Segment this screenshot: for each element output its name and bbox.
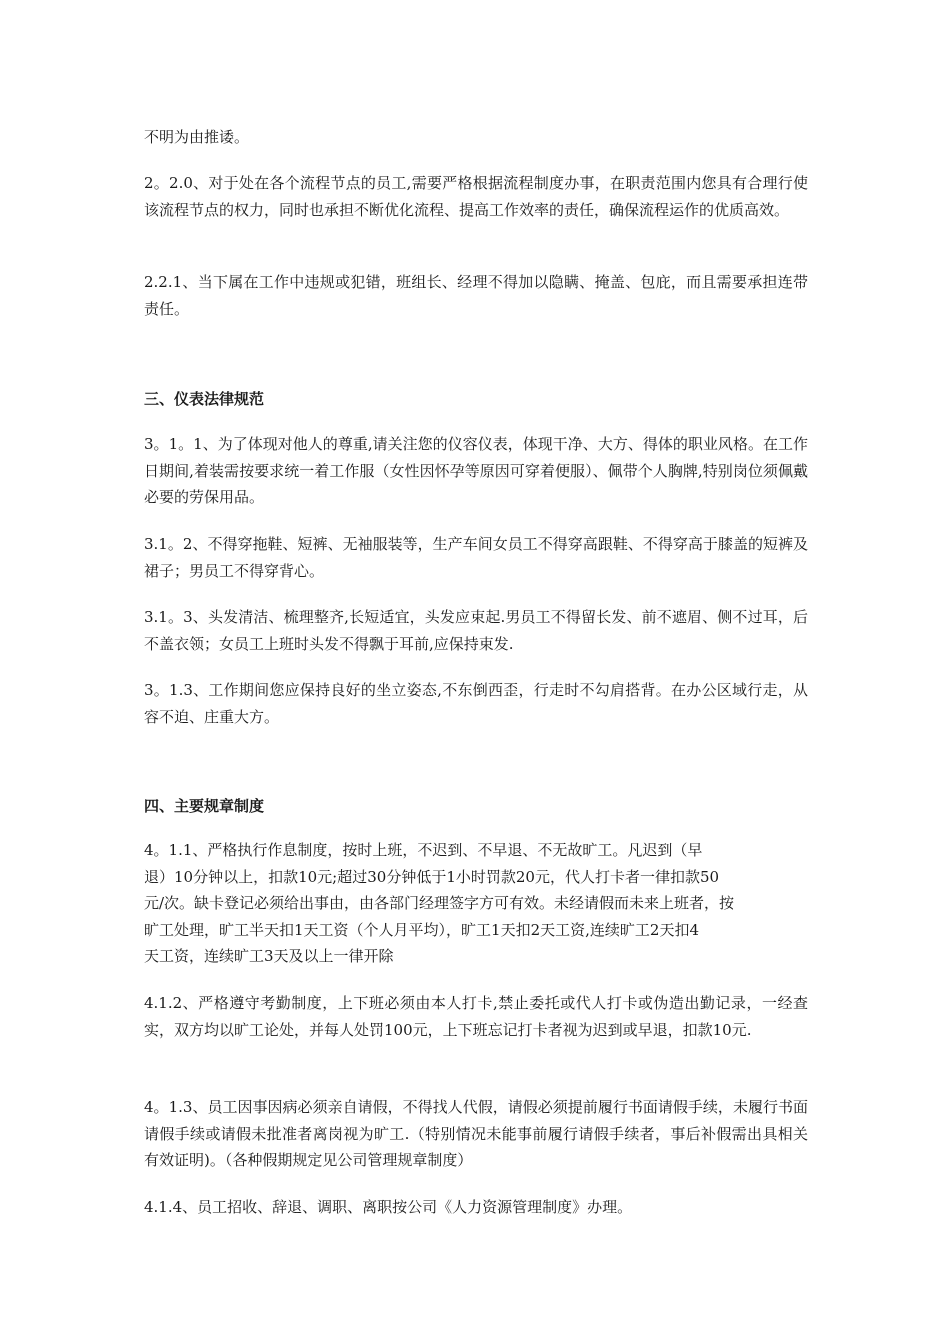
section-heading: 四、主要规章制度: [144, 797, 265, 815]
text-line: 退）10分钟以上，扣款10元;超过30分钟低于1小时罚款20元，代人打卡者一律扣款50: [144, 867, 720, 886]
paragraph: 3.1。3、头发清洁、梳理整齐,长短适宜，头发应束起.男员工不得留长发、前不遮眉、侧不过耳，后不盖衣领；女员工上班时头发不得飘于耳前,应保持束发.: [144, 608, 808, 653]
paragraph: 3。1。1、为了体现对他人的尊重,请关注您的仪容仪表，体现干净、大方、得体的职业风格。在工作日期间,着装需按要求统一着工作服（女性因怀孕等原因可穿着便服）、佩带个人胸牌,特别岗位须佩戴必要的劳保用品。: [144, 435, 808, 506]
paragraph: 4.1.2、严格遵守考勤制度，上下班必须由本人打卡,禁止委托或代人打卡或伪造出勤记录，一经查实，双方均以旷工论处，并每人处罚100元，上下班忘记打卡者视为迟到或早退，扣款10元.: [144, 994, 808, 1039]
text-line: 元/次。缺卡登记必须给出事由，由各部门经理签字方可有效。未经请假而未来上班者，按: [144, 894, 735, 912]
paragraph: 2。2.0、对于处在各个流程节点的员工,需要严格根据流程制度办事，在职责范围内您具有合理行使该流程节点的权力，同时也承担不断优化流程、提高工作效率的责任，确保流程运作的优质高效。: [144, 174, 808, 219]
text-line: 天工资，连续旷工3天及以上一律开除: [144, 947, 394, 965]
text-line: 4。1.1、严格执行作息制度，按时上班，不迟到、不早退、不无故旷工。凡迟到（早: [144, 841, 703, 859]
paragraph: [144, 837, 808, 970]
paragraph: 3。1.3、工作期间您应保持良好的坐立姿态,不东倒西歪，行走时不勾肩搭背。在办公区域行走，从容不迫、庄重大方。: [144, 681, 808, 726]
text-line: 旷工处理，旷工半天扣1天工资（个人月平均），旷工1天扣2天工资,连续旷工2天扣4: [144, 920, 699, 939]
paragraph: 3.1。2、不得穿拖鞋、短裤、无袖服装等，生产车间女员工不得穿高跟鞋、不得穿高于膝盖的短裤及裙子；男员工不得穿背心。: [144, 535, 808, 580]
paragraph: 不明为由推诿。: [144, 128, 250, 146]
section-heading: 三、仪表法律规范: [144, 390, 265, 408]
paragraph: 2.2.1、当下属在工作中违规或犯错，班组长、经理不得加以隐瞒、掩盖、包庇，而且需要承担连带责任。: [144, 273, 808, 318]
paragraph: 4。1.3、员工因事因病必须亲自请假，不得找人代假，请假必须提前履行书面请假手续，未履行书面请假手续或请假未批准者离岗视为旷工.（特别情况未能事前履行请假手续者，事后补假需出具相关有效证明)。（各种假期规定见公司管理规章制度）: [144, 1098, 808, 1169]
paragraph: 4.1.4、员工招收、辞退、调职、离职按公司《人力资源管理制度》办理。: [144, 1198, 633, 1216]
